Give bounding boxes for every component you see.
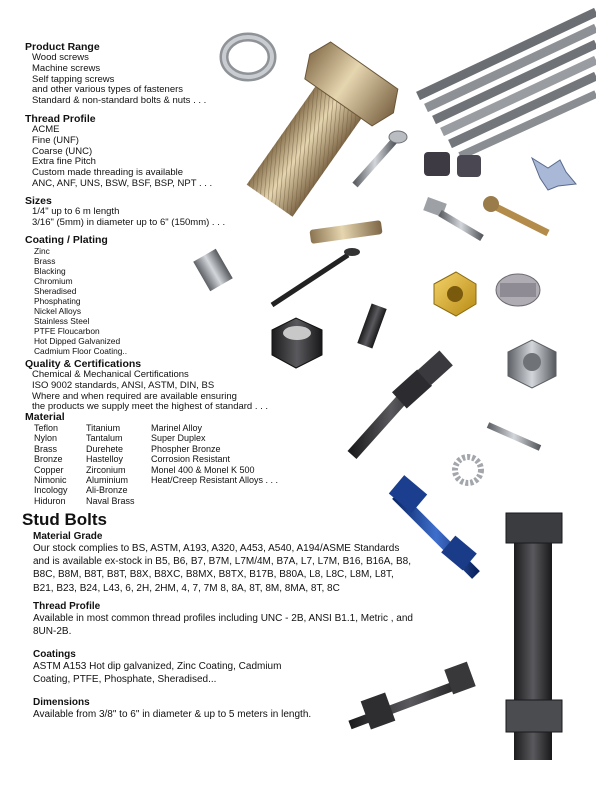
set-screws-image	[424, 152, 481, 177]
material-item: Tantalum	[86, 433, 123, 444]
lag-screw-image	[423, 197, 482, 238]
star-washer-image	[455, 457, 481, 483]
large-stud-bolt-image	[506, 513, 562, 760]
stud-thread-profile-section	[33, 601, 413, 638]
material-item: Nylon	[34, 433, 58, 444]
paragraph-line: 8UN-2B.	[33, 626, 72, 638]
list-item: Coarse (UNC)	[32, 145, 93, 157]
list-item: ANC, ANF, UNS, BSW, BSF, BSP, NPT . . .	[32, 177, 213, 189]
material-item: Aluminium	[86, 475, 129, 486]
list-item: Hot Dipped Galvanized	[34, 336, 121, 346]
slotted-bolt-image	[309, 220, 382, 244]
list-item: Stainless Steel	[34, 316, 90, 326]
list-item: Phosphating	[34, 296, 81, 306]
material-item: Hiduron	[34, 495, 66, 506]
material-grade-section	[33, 531, 433, 595]
gold-hex-nut-image	[434, 272, 476, 316]
coatings-heading: Coatings	[33, 649, 76, 660]
list-item: Chromium	[34, 276, 73, 286]
bottom-stud-image	[350, 662, 476, 730]
product-range-section	[25, 41, 206, 107]
short-stud-image	[488, 425, 540, 448]
list-item: ISO 9002 standards, ANSI, ASTM, DIN, BS	[32, 379, 215, 391]
material-grade-heading: Material Grade	[33, 531, 103, 542]
list-item: ACME	[32, 124, 60, 135]
sizes-section	[25, 195, 225, 229]
carriage-bolt-image	[496, 274, 540, 306]
stud-thread-profile-heading: Thread Profile	[33, 601, 101, 612]
material-item: Copper	[34, 464, 64, 475]
list-item: Nickel Alloys	[34, 306, 82, 316]
material-item: Teflon	[34, 423, 59, 433]
coupling-nut-image	[193, 249, 233, 291]
list-item: 1/4" up to 6 m length	[32, 206, 120, 217]
brass-hex-bolt-image	[228, 36, 406, 230]
list-item: PTFE Floucarbon	[34, 326, 100, 336]
list-item: Machine screws	[32, 62, 101, 74]
black-stud-bolt-image	[352, 351, 453, 455]
socket-cap-screw-image	[357, 304, 386, 349]
split-washer-image	[224, 37, 272, 77]
paragraph-line: Our stock complies to BS, ASTM, A193, A320, A453, A540, A194/ASME Standards	[33, 543, 400, 554]
list-item: and other various types of fasteners	[32, 84, 184, 96]
material-item: Nimonic	[34, 475, 67, 486]
material-item: Hastelloy	[86, 454, 124, 465]
paragraph-line: Coating, PTFE, Phosphate, Sheradised...	[33, 674, 217, 686]
paragraph-line: Available from 3/8" to 6" in diameter & up to 5 meters in length.	[33, 709, 312, 720]
nylon-lock-nut-image	[272, 318, 322, 368]
thread-profile-section	[25, 113, 212, 190]
material-item: Heat/Creep Resistant Alloys . . .	[151, 475, 279, 486]
material-item: Ali-Bronze	[86, 485, 128, 496]
material-item: Super Duplex	[151, 433, 206, 444]
material-item: Naval Brass	[86, 495, 135, 506]
material-item: Zirconium	[86, 464, 126, 475]
material-column-3	[151, 423, 278, 506]
list-item: the products we supply meet the highest of standard . . .	[32, 401, 269, 413]
steel-hex-nut-image	[508, 340, 556, 388]
sizes-heading: Sizes	[25, 195, 52, 207]
material-item: Corrosion Resistant	[151, 454, 231, 465]
material-section	[25, 411, 278, 506]
paragraph-line: B21, B23, B24, L43, 6, 2H, 2HM, 4, 7, 7M 8, 8A, 8T, 8M, 8MA, 8T, 8C	[33, 582, 340, 594]
stud-bolts-title: Stud Bolts	[22, 510, 107, 529]
material-item: Bronze	[34, 454, 63, 465]
coating-section	[25, 234, 127, 356]
list-item: Sheradised	[34, 286, 77, 296]
drywall-screw-image	[272, 248, 360, 305]
material-item: Incology	[34, 485, 68, 496]
material-column-2	[86, 423, 151, 506]
paragraph-line: and is available ex-stock in B5, B6, B7, B7M, L7M/4M, B7A, L7, L7M, B16, B16A, B8,	[33, 556, 411, 568]
list-item: Fine (UNF)	[32, 134, 79, 146]
dimensions-heading: Dimensions	[33, 697, 90, 708]
material-item: Phospher Bronze	[151, 443, 221, 454]
list-item: Self tapping screws	[32, 73, 115, 85]
list-item: Zinc	[34, 246, 50, 256]
dimensions-section	[33, 697, 311, 721]
list-item: Brass	[34, 256, 56, 266]
self-tapping-screw-image	[355, 131, 407, 185]
thread-profile-heading: Thread Profile	[25, 113, 96, 125]
quality-section	[25, 358, 268, 413]
wood-screw-brass-image	[483, 196, 548, 233]
list-item: Cadmium Floor Coating..	[34, 346, 128, 356]
list-item: Where and when required are available ensuring	[32, 390, 237, 402]
paragraph-line: B8C, B8M, B8T, B8T, B8X, B8XC, B8MX, B8TX, B17B, B80A, L8, L8C, L8M, L8T,	[33, 569, 394, 581]
product-range-heading: Product Range	[25, 41, 100, 53]
material-column-1	[34, 423, 86, 506]
coating-heading: Coating / Plating	[25, 234, 108, 246]
material-heading: Material	[25, 411, 65, 423]
material-item: Titanium	[86, 423, 121, 433]
list-item: Wood screws	[32, 52, 89, 63]
material-item: Marinel Alloy	[151, 423, 203, 433]
paragraph-line: ASTM A153 Hot dip galvanized, Zinc Coating, Cadmium	[33, 661, 282, 672]
list-item: Extra fine Pitch	[32, 156, 96, 168]
coatings-section	[33, 649, 281, 686]
list-item: Blacking	[34, 266, 66, 276]
list-item: 3/16" (5mm) in diameter up to 6" (150mm) . . .	[32, 216, 226, 228]
material-item: Durehete	[86, 443, 124, 454]
paragraph-line: Available in most common thread profiles including UNC - 2B, ANSI B1.1, Metric , and	[33, 613, 413, 624]
quality-heading: Quality & Certifications	[25, 358, 142, 370]
list-item: Custom made threading is available	[32, 167, 184, 179]
material-item: Monel 400 & Monel K 500	[151, 464, 255, 475]
threaded-rods-image	[418, 12, 596, 156]
list-item: Standard & non-standard bolts & nuts . . .	[32, 95, 207, 107]
material-item: Brass	[34, 443, 58, 454]
list-item: Chemical & Mechanical Certifications	[32, 369, 189, 380]
wing-nut-image	[532, 158, 576, 190]
